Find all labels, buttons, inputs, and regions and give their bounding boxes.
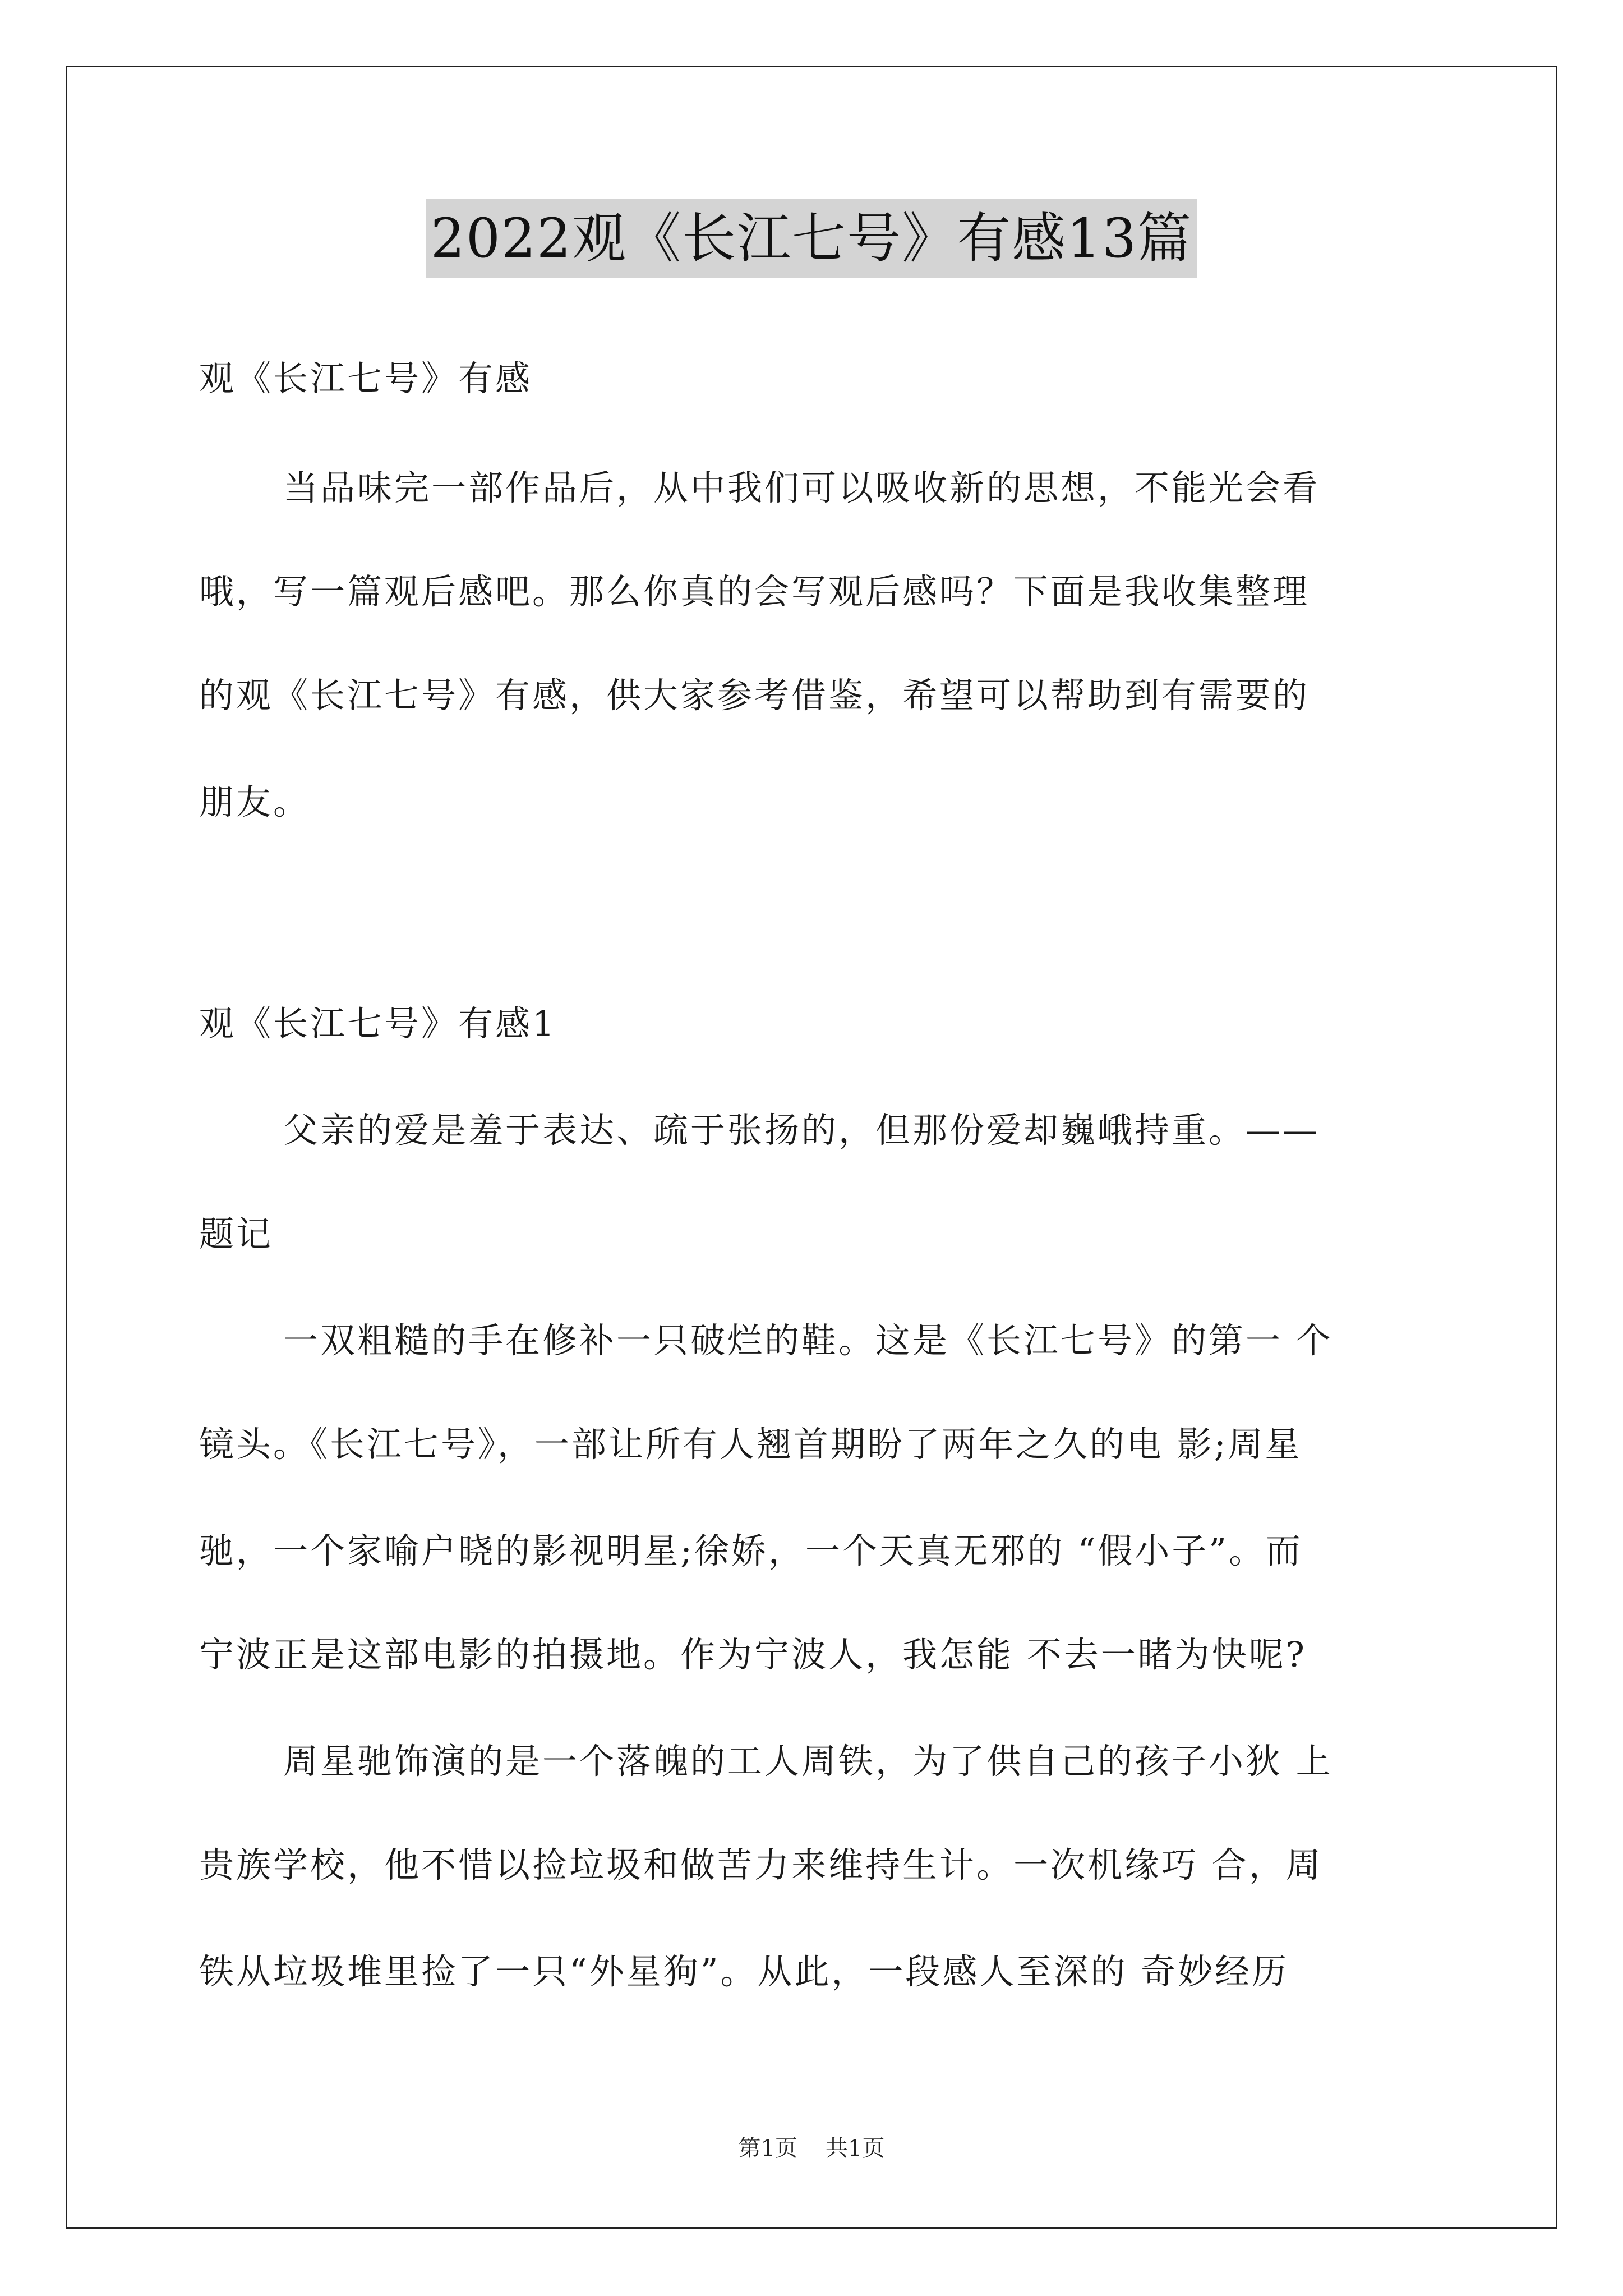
document-title: 2022观《长江七号》有感13篇 (426, 199, 1197, 278)
paragraph-line: 贵族学校，他不惜以捡垃圾和做苦力来维持生计。一次机缘巧 合，周 (199, 1844, 1323, 1885)
paragraph-line: 一双粗糙的手在修补一只破烂的鞋。这是《长江七号》的第一 个 (283, 1320, 1333, 1361)
paragraph-line: 驰，一个家喻户晓的影视明星;徐娇，一个天真无邪的 “假小子”。而 (199, 1530, 1303, 1571)
page-footer (0, 2132, 1623, 2165)
page-number: 第1页 (738, 2136, 797, 2161)
paragraph-line: 铁从垃圾堆里捡了一只“外星狗”。从此，一段感人至深的 奇妙经历 (199, 1951, 1289, 1992)
paragraph-line: 宁波正是这部电影的拍摄地。作为宁波人，我怎能 不去一睹为快呢? (199, 1634, 1307, 1675)
paragraph-line: 当品味完一部作品后，从中我们可以吸收新的思想，不能光会看 (283, 467, 1320, 508)
paragraph-line: 哦，写一篇观后感吧。那么你真的会写观后感吗？下面是我收集整理 (199, 571, 1310, 612)
paragraph-line: 题记 (199, 1213, 274, 1254)
section-heading: 观《长江七号》有感1 (199, 1003, 557, 1044)
page-total: 共1页 (826, 2136, 885, 2161)
paragraph-line: 周星驰饰演的是一个落魄的工人周铁，为了供自己的孩子小狄 上 (283, 1741, 1333, 1782)
paragraph-line: 的观《长江七号》有感，供大家参考借鉴，希望可以帮助到有需要的 (199, 675, 1310, 716)
section-heading: 观《长江七号》有感 (199, 358, 533, 399)
paragraph-line: 朋友。 (199, 781, 311, 822)
title-container (0, 199, 1623, 278)
paragraph-line: 父亲的爱是羞于表达、疏于张扬的，但那份爱却巍峨持重。—— (283, 1110, 1320, 1151)
paragraph-line: 镜头。《长江七号》，一部让所有人翘首期盼了两年之久的电 影;周星 (199, 1424, 1302, 1465)
